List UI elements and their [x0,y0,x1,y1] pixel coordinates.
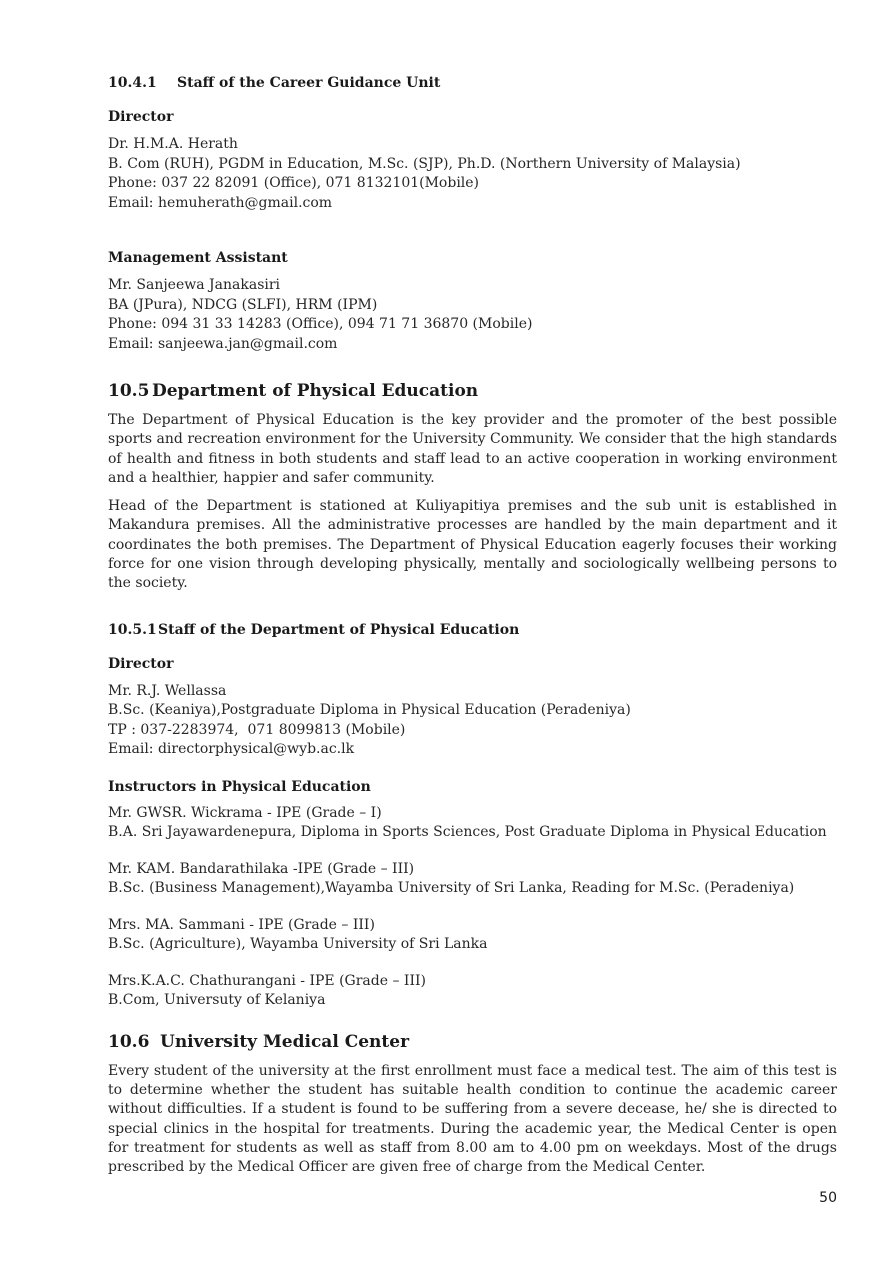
heading-title: Staff of the Career Guidance Unit [177,75,441,91]
instructor-entry [108,916,837,955]
heading-number: 10.5 [108,381,150,401]
instructor-name: Mrs. MA. Sammani - IPE (Grade – III) [108,916,375,933]
role-heading-director: Director [108,109,174,125]
page-number: 50 [819,1190,837,1207]
heading-title: University Medical Center [160,1031,410,1052]
contact-block-cgu-management-assistant [108,276,837,354]
contact-block-pe-director [108,682,837,760]
instructor-entry [108,860,837,899]
role-heading-instructors: Instructors in Physical Education [108,778,371,795]
person-qualifications: B.Sc. (Keaniya),Postgraduate Diploma in Physical Education (Peradeniya) [108,702,631,719]
person-name: Mr. Sanjeewa Janakasiri [108,277,281,293]
heading-title: Staff of the Department of Physical Education [158,621,520,638]
person-phone: Phone: 094 31 33 14283 (Office), 094 71 71 36870 (Mobile) [108,316,533,332]
instructor-qualifications: B.Sc. (Business Management),Wayamba University of Sri Lanka, Reading for M.Sc. (Peradeniya) [108,880,795,897]
role-heading-management-assistant: Management Assistant [108,250,288,266]
instructor-qualifications: B.Sc. (Agriculture), Wayamba University of Sri Lanka [108,936,488,953]
person-qualifications: B. Com (RUH), PGDM in Education, M.Sc. (SJP), Ph.D. (Northern University of Malaysia) [108,155,741,172]
medical-center-paragraph: Every student of the university at the first enrollment must face a medical test. The aim of this test is to determine whether the student has suitable health condition to continue the academic career without difficulties. If a student is found to be suffering from a severe decease, he/ she is directed to special clinics in the hospital for treatments. During the academic year, the Medical Center is open for treatment for students as well as staff from 8.00 am to 4.00 pm on weekdays. Most of the drugs prescribed by the Medical Officer are given free of charge from the Medical Center. [108,1062,837,1176]
person-name: Dr. H.M.A. Herath [108,136,238,152]
instructor-qualifications: B.A. Sri Jayawardenepura, Diploma in Sports Sciences, Post Graduate Diploma in Physical Education [108,824,827,841]
heading-number: 10.6 [108,1031,150,1052]
person-email: Email: hemuherath@gmail.com [108,194,333,211]
person-phone: TP : 037-2283974, 071 8099813 (Mobile) [108,721,406,738]
instructor-entry [108,972,837,1011]
instructor-qualifications: B.Com, Universuty of Kelaniya [108,992,326,1009]
heading-number: 10.4.1 [108,75,157,91]
person-phone: Phone: 037 22 82091 (Office), 071 8132101(Mobile) [108,175,480,191]
physical-education-intro-paragraph-1: The Department of Physical Education is the key provider and the promoter of the best possible sports and recreation environment for the University Community. We consider that the high standards of health and fitness in both students and staff lead to an active cooperation in working environment and a healthier, happier and safer community. [108,412,837,486]
physical-education-intro-paragraph-2: Head of the Department is stationed at Kuliyapitiya premises and the sub unit is established in Makandura premises. All the administrative processes are handled by the main department and it coordinates the both premises. The Department of Physical Education eagerly focuses their working force for one vision through developing physically, mentally and sociologically wellbeing persons to the society. [108,498,837,592]
instructor-name: Mr. GWSR. Wickrama - IPE (Grade – I) [108,804,382,821]
person-email: Email: directorphysical@wyb.ac.lk [108,741,355,758]
person-name: Mr. R.J. Wellassa [108,682,227,699]
heading-number: 10.5.1 [108,621,157,638]
heading-physical-education [108,381,837,402]
person-email: Email: sanjeewa.jan@gmail.com [108,335,338,352]
heading-career-guidance-staff [108,74,837,92]
heading-title: Department of Physical Education [152,381,479,401]
contact-block-cgu-director [108,135,837,213]
instructor-entry [108,804,837,843]
heading-medical-center [108,1032,837,1053]
person-qualifications: BA (JPura), NDCG (SLFI), HRM (IPM) [108,296,378,313]
role-heading-pe-director: Director [108,655,174,672]
instructor-name: Mrs.K.A.C. Chathurangani - IPE (Grade – III) [108,972,426,989]
heading-physical-education-staff [108,621,837,639]
instructor-name: Mr. KAM. Bandarathilaka -IPE (Grade – III) [108,860,415,877]
